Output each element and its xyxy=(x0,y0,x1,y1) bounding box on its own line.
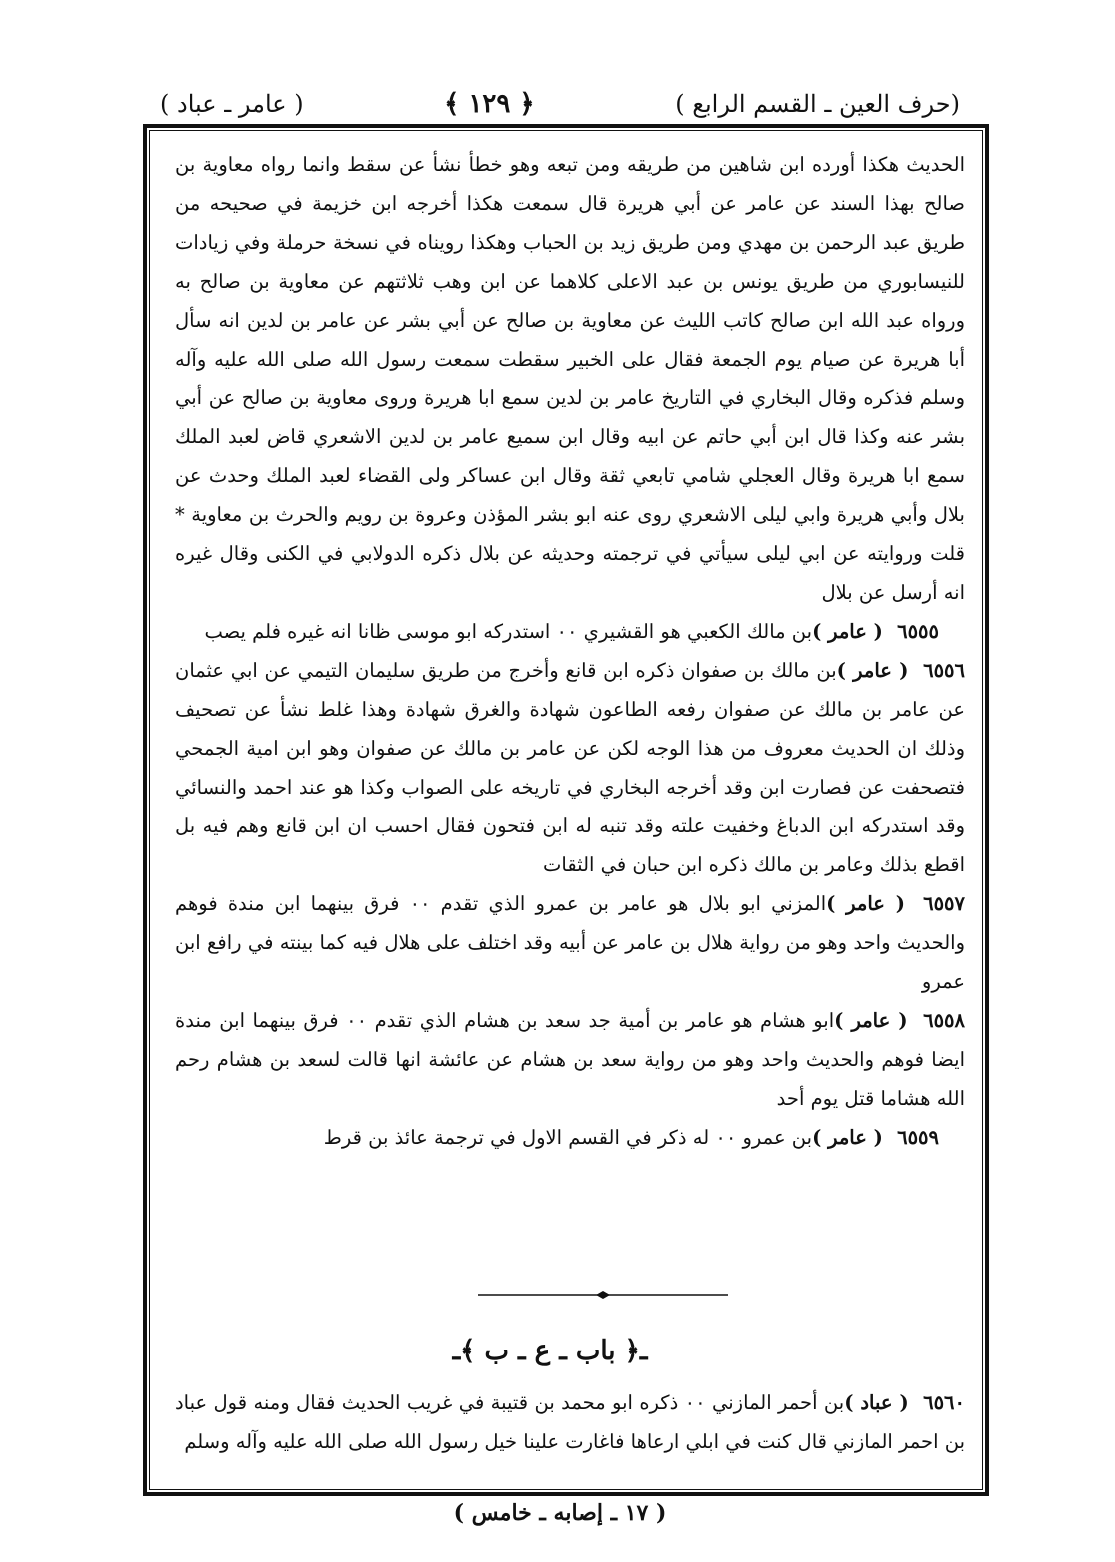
header-entry-range: ( عامر ـ عباد ) xyxy=(160,90,304,118)
entry-name: ( عامر ) xyxy=(812,1125,883,1149)
entry-text: المزني ابو بلال هو عامر بن عمرو الذي تقدم ٠٠ فرق بينهما ابن مندة فوهم والحديث واحد وهو من رواية هلال بن عامر عن أبيه وقد اختلف على هلال فيه كما بينته في رافع ابن عمرو xyxy=(175,892,965,994)
entry-6559 xyxy=(175,1119,965,1158)
entry-number: ٦٥٥٩ xyxy=(897,1125,939,1149)
entry-name: ( عامر ) xyxy=(812,619,883,643)
entry-name: ( عباد ) xyxy=(844,1391,909,1414)
entry-6558 xyxy=(175,1002,965,1119)
entry-text: بن أحمر المازني ٠٠ ذكره ابو محمد بن قتيبة في غريب الحديث فقال ومنه قول عباد بن احمر المازني قال كنت في ابلي ارعاها فاغارت علينا خيل رسول الله صلى الله عليه وآله وسلم xyxy=(175,1391,965,1453)
entry-text: بن مالك بن صفوان ذكره ابن قانع وأخرج من طريق سليمان التيمي عن ابي عثمان عن عامر بن مالك عن صفوان رفعه الطاعون شهادة والغرق شهادة وهذا غلط نشأ عن تصحيف وذلك ان الحديث معروف من هذا الوجه لكن عن عامر بن مالك عن صفوان وهو ابن امية الجمحي فتصحفت عن فصارت ابن وقد أخرجه البخاري في تاريخه على الصواب وكذا هو عند احمد والنسائي وقد استدركه ابن الدباغ وخفيت علته وقد تنبه له ابن فتحون فقال احسب ان ابن قانع وهم فيه بل اقطع بذلك وعامر بن مالك ذكره ابن حبان في الثقات xyxy=(175,658,965,877)
entry-text: ابو هشام هو عامر بن أمية جد سعد بن هشام الذي تقدم ٠٠ فرق بينهما ابن مندة ايضا فوهم والحديث واحد وهو من رواية سعد بن هشام عن عائشة انها قالت لسعد بن هشام رحم الله هشاما قتل يوم أحد xyxy=(175,1008,965,1110)
entry-name: ( عامر ) xyxy=(836,658,909,682)
entry-number: ٦٥٥٥ xyxy=(897,619,939,643)
continued-paragraph: الحديث هكذا أورده ابن شاهين من طريقه ومن تبعه وهو خطأ نشأ عن سقط وانما رواه معاوية بن صالح بهذا السند عن عامر عن أبي هريرة قال سمعت هكذا أخرجه ابن خزيمة في صحيحه من طريق عبد الرحمن بن مهدي ومن طريق زيد بن الحباب وهكذا رويناه في نسخة حرملة وفي زيادات للنيسابوري من طريق يونس بن عبد الاعلى كلاهما عن ابن وهب ثلاثتهم عن معاوية بن صالح به ورواه عبد الله ابن صالح كاتب الليث عن معاوية بن صالح عن أبي بشر عن عامر بن لدين انه سأل أبا هريرة عن صيام يوم الجمعة فقال على الخبير سقطت سمعت رسول الله صلى الله عليه وآله وسلم فذكره وقال البخاري في التاريخ عامر بن لدين سمع ابا هريرة وروى معاوية بن صالح عن أبي بشر عنه وكذا قال ابن أبي حاتم عن ابيه وقال ابن سميع عامر بن لدين الاشعري قاض لعبد الملك سمع ابا هريرة وقال العجلي شامي تابعي ثقة وقال ابن عساكر ولى القضاء لعبد الملك وحدث عن بلال وأبي هريرة وابي ليلى الاشعري روى عنه ابو بشر المؤذن وعروة بن رويم والحرث بن معاوية * قلت وروايته عن ابي ليلى سيأتي في ترجمته وحديثه عن بلال ذكره الدولابي في الكنى وقال غيره انه أرسل عن بلال xyxy=(175,153,966,604)
entry-6557 xyxy=(175,885,965,1002)
entry-number: ٦٥٥٧ xyxy=(923,892,965,916)
header-section-title: (حرف العين ـ القسم الرابع ) xyxy=(675,90,960,118)
entry-text: بن مالك الكعبي هو القشيري ٠٠ استدركه ابو موسى ظانا انه غيره فلم يصب xyxy=(204,619,813,643)
running-header xyxy=(160,86,960,122)
entry-6556 xyxy=(175,652,965,885)
entry-number: ٦٥٥٨ xyxy=(923,1008,965,1032)
entry-6560 xyxy=(175,1384,965,1462)
entry-name: ( عامر ) xyxy=(826,892,905,916)
entry-name: ( عامر ) xyxy=(834,1008,908,1032)
chapter-heading: ـ﴿ باب ـ ع ـ ب ﴾ـ xyxy=(452,1336,648,1366)
signature-footer: ( ١٧ ـ إصابه ـ خامس ) xyxy=(453,1500,667,1526)
entry-number: ٦٥٥٦ xyxy=(923,658,966,682)
abbad-section xyxy=(175,1384,965,1462)
page-number: ﴿ ١٢٩ ﴾ xyxy=(444,89,535,119)
entry-text: بن عمرو ٠٠ له ذكر في القسم الاول في ترجمة عائذ بن قرط xyxy=(323,1125,813,1149)
entry-number: ٦٥٦٠ xyxy=(923,1391,965,1414)
main-text xyxy=(175,146,965,1158)
entry-6555 xyxy=(175,613,965,652)
ornamental-divider xyxy=(478,1290,728,1300)
